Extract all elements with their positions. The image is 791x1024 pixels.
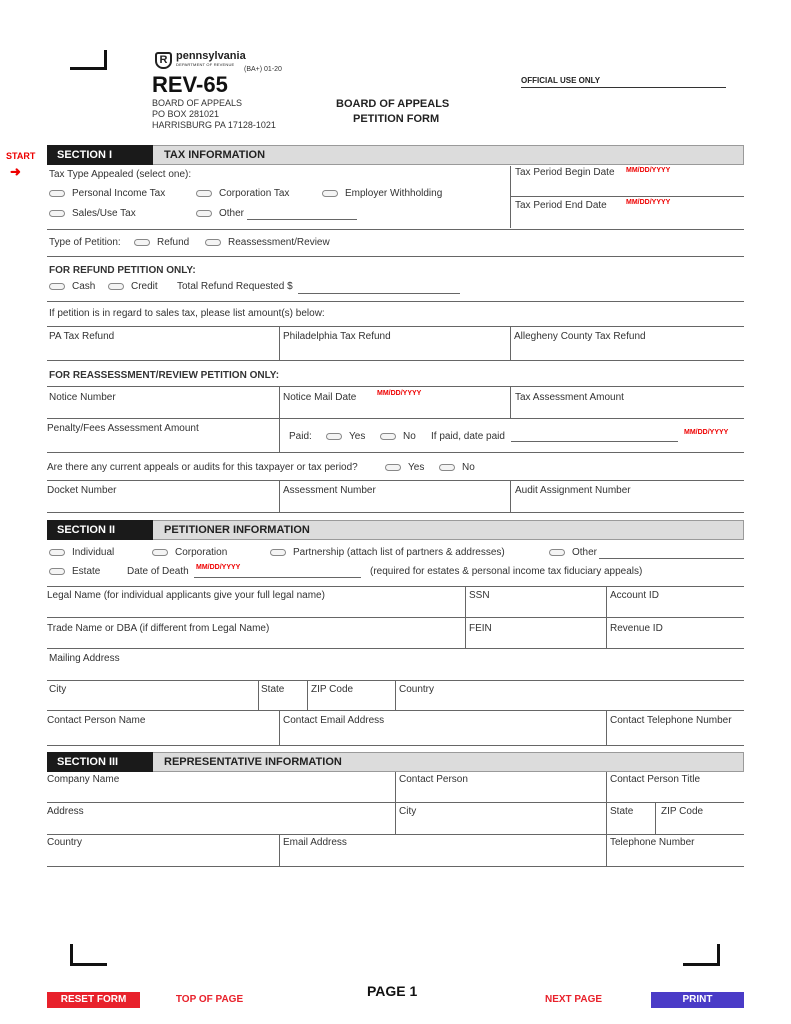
total-refund-input[interactable] bbox=[298, 282, 460, 294]
period-end-label: Tax Period End Date bbox=[515, 200, 607, 211]
company-name[interactable]: Company Name bbox=[47, 774, 120, 785]
ssn[interactable]: SSN bbox=[469, 590, 490, 601]
allegheny-tax-refund[interactable]: Allegheny County Tax Refund bbox=[514, 331, 646, 342]
divider bbox=[47, 586, 744, 587]
zip-code[interactable]: ZIP Code bbox=[311, 684, 354, 695]
page-number: PAGE 1 bbox=[367, 983, 418, 999]
radio-estate[interactable]: Estate bbox=[49, 566, 100, 577]
philadelphia-tax-refund[interactable]: Philadelphia Tax Refund bbox=[283, 331, 391, 342]
divider bbox=[510, 196, 744, 197]
paid-date-label: If paid, date paid bbox=[431, 431, 505, 442]
divider bbox=[47, 229, 744, 230]
rep-address[interactable]: Address bbox=[47, 806, 84, 817]
divider bbox=[606, 772, 607, 866]
sales-tax-note: If petition is in regard to sales tax, please list amount(s) below: bbox=[49, 308, 325, 319]
petition-type-label: Type of Petition: bbox=[49, 237, 121, 248]
agency-name: pennsylvania bbox=[176, 50, 246, 62]
divider bbox=[307, 680, 308, 710]
address-line-2: PO BOX 281021 bbox=[152, 109, 220, 119]
radio-corporation-tax[interactable]: Corporation Tax bbox=[196, 188, 289, 199]
paid-date-input[interactable] bbox=[511, 430, 678, 442]
city[interactable]: City bbox=[49, 684, 67, 695]
divider bbox=[655, 802, 656, 834]
divider bbox=[279, 326, 280, 360]
docket-number[interactable]: Docket Number bbox=[47, 485, 117, 496]
divider bbox=[279, 710, 280, 745]
radio-cash[interactable]: Cash bbox=[49, 281, 95, 292]
divider bbox=[47, 301, 744, 302]
rep-country[interactable]: Country bbox=[47, 837, 83, 848]
crop-mark-top-left bbox=[70, 50, 107, 70]
divider bbox=[510, 480, 511, 512]
radio-other-tax[interactable]: Other bbox=[196, 208, 244, 219]
agency-subname: DEPARTMENT OF REVENUE bbox=[176, 62, 235, 67]
state[interactable]: State bbox=[261, 684, 285, 695]
date-of-death-label: Date of Death bbox=[127, 566, 189, 577]
radio-corporation[interactable]: Corporation bbox=[152, 547, 227, 558]
divider bbox=[510, 166, 511, 228]
notice-number[interactable]: Notice Number bbox=[49, 392, 116, 403]
estate-note: (required for estates & personal income tax fiduciary appeals) bbox=[370, 566, 643, 577]
rep-state[interactable]: State bbox=[610, 806, 634, 817]
mailing-address[interactable]: Mailing Address bbox=[49, 653, 120, 664]
assessment-number[interactable]: Assessment Number bbox=[283, 485, 376, 496]
crop-mark-bottom-left bbox=[70, 944, 107, 966]
divider bbox=[47, 617, 744, 618]
rep-email[interactable]: Email Address bbox=[283, 837, 347, 848]
address-line-3: HARRISBURG PA 17128-1021 bbox=[152, 120, 276, 130]
section-2-number: SECTION II bbox=[47, 520, 153, 540]
radio-individual[interactable]: Individual bbox=[49, 547, 114, 558]
divider bbox=[47, 648, 744, 649]
crop-mark-bottom-right bbox=[683, 944, 720, 966]
contact-person-name[interactable]: Contact Person Name bbox=[47, 715, 146, 726]
audit-number[interactable]: Audit Assignment Number bbox=[515, 485, 631, 496]
rep-contact-title[interactable]: Contact Person Title bbox=[610, 774, 701, 785]
notice-mail-date[interactable]: Notice Mail Date bbox=[283, 392, 357, 403]
divider bbox=[47, 452, 744, 453]
divider bbox=[510, 386, 511, 418]
section-3-number: SECTION III bbox=[47, 752, 153, 772]
divider bbox=[395, 680, 396, 710]
section-1-number: SECTION I bbox=[47, 145, 153, 165]
period-begin-label: Tax Period Begin Date bbox=[515, 167, 615, 178]
revenue-id[interactable]: Revenue ID bbox=[610, 623, 663, 634]
form-number: REV-65 bbox=[152, 72, 228, 97]
refund-heading: FOR REFUND PETITION ONLY: bbox=[49, 265, 196, 276]
other-petitioner-input[interactable] bbox=[599, 547, 744, 559]
other-tax-input[interactable] bbox=[247, 208, 357, 220]
divider bbox=[279, 480, 280, 512]
next-page-link[interactable]: NEXT PAGE bbox=[544, 994, 603, 1005]
rep-contact-person[interactable]: Contact Person bbox=[399, 774, 468, 785]
reset-form-button[interactable]: RESET FORM bbox=[47, 992, 140, 1008]
radio-other-petitioner[interactable]: Other bbox=[549, 547, 597, 558]
radio-appeals-no[interactable]: No bbox=[439, 462, 475, 473]
official-use-label: OFFICIAL USE ONLY bbox=[521, 76, 601, 85]
legal-name[interactable]: Legal Name (for individual applicants give your full legal name) bbox=[47, 590, 325, 601]
radio-paid-yes[interactable]: Yes bbox=[326, 431, 365, 442]
divider bbox=[510, 326, 511, 360]
divider bbox=[47, 745, 744, 746]
period-begin-date[interactable]: MM/DD/YYYY bbox=[626, 167, 671, 174]
pa-keystone-logo: R bbox=[155, 52, 172, 69]
start-arrow-icon: ➜ bbox=[10, 164, 21, 179]
country[interactable]: Country bbox=[399, 684, 435, 695]
rep-city[interactable]: City bbox=[399, 806, 417, 817]
paid-date-format: MM/DD/YYYY bbox=[684, 429, 729, 436]
divider bbox=[47, 326, 744, 327]
paid-label: Paid: bbox=[289, 431, 312, 442]
official-use-line bbox=[521, 87, 726, 88]
divider bbox=[606, 710, 607, 745]
period-end-date[interactable]: MM/DD/YYYY bbox=[626, 199, 671, 206]
divider bbox=[47, 386, 744, 387]
reassess-heading: FOR REASSESSMENT/REVIEW PETITION ONLY: bbox=[49, 370, 280, 381]
contact-phone[interactable]: Contact Telephone Number bbox=[610, 715, 732, 726]
fein[interactable]: FEIN bbox=[469, 623, 492, 634]
radio-employer-withholding[interactable]: Employer Withholding bbox=[322, 188, 442, 199]
divider bbox=[47, 710, 744, 711]
divider bbox=[47, 512, 744, 513]
divider bbox=[279, 386, 280, 452]
radio-refund[interactable]: Refund bbox=[134, 237, 189, 248]
appeals-question: Are there any current appeals or audits for this taxpayer or tax period? bbox=[47, 462, 358, 473]
section-2-title: PETITIONER INFORMATION bbox=[164, 524, 310, 536]
divider bbox=[47, 256, 744, 257]
radio-appeals-yes[interactable]: Yes bbox=[385, 462, 424, 473]
radio-sales-use-tax[interactable]: Sales/Use Tax bbox=[49, 208, 136, 219]
total-refund-label: Total Refund Requested $ bbox=[177, 281, 293, 292]
radio-reassessment[interactable]: Reassessment/Review bbox=[205, 237, 330, 248]
print-button[interactable]: PRINT bbox=[651, 992, 744, 1008]
radio-personal-income-tax[interactable]: Personal Income Tax bbox=[49, 188, 165, 199]
pa-tax-refund[interactable]: PA Tax Refund bbox=[49, 331, 115, 342]
divider bbox=[47, 834, 744, 835]
address-line-1: BOARD OF APPEALS bbox=[152, 98, 243, 108]
divider bbox=[47, 802, 744, 803]
rep-phone[interactable]: Telephone Number bbox=[610, 837, 695, 848]
tax-assessment-amount[interactable]: Tax Assessment Amount bbox=[515, 392, 624, 403]
notice-mail-date-format: MM/DD/YYYY bbox=[377, 390, 422, 397]
radio-partnership[interactable]: Partnership (attach list of partners & addresses) bbox=[270, 547, 505, 558]
date-of-death-format: MM/DD/YYYY bbox=[196, 564, 241, 571]
divider bbox=[47, 480, 744, 481]
rep-zip[interactable]: ZIP Code bbox=[661, 806, 704, 817]
penalty-amount[interactable]: Penalty/Fees Assessment Amount bbox=[47, 423, 199, 434]
section-3-title: REPRESENTATIVE INFORMATION bbox=[164, 756, 342, 768]
tax-type-label: Tax Type Appealed (select one): bbox=[49, 169, 192, 180]
divider bbox=[279, 834, 280, 866]
top-of-page-link[interactable]: TOP OF PAGE bbox=[175, 994, 244, 1005]
divider bbox=[47, 360, 744, 361]
radio-paid-no[interactable]: No bbox=[380, 431, 416, 442]
divider bbox=[47, 866, 744, 867]
section-1-title: TAX INFORMATION bbox=[164, 149, 266, 161]
start-label: START bbox=[6, 151, 36, 161]
form-title-2: PETITION FORM bbox=[353, 113, 440, 125]
divider bbox=[47, 418, 744, 419]
divider bbox=[395, 772, 396, 834]
form-code: (BA+) 01-20 bbox=[244, 66, 282, 73]
contact-email[interactable]: Contact Email Address bbox=[283, 715, 385, 726]
radio-credit[interactable]: Credit bbox=[108, 281, 158, 292]
account-id[interactable]: Account ID bbox=[610, 590, 659, 601]
trade-name[interactable]: Trade Name or DBA (if different from Legal Name) bbox=[47, 623, 270, 634]
divider bbox=[258, 680, 259, 710]
form-title-1: BOARD OF APPEALS bbox=[336, 98, 450, 110]
